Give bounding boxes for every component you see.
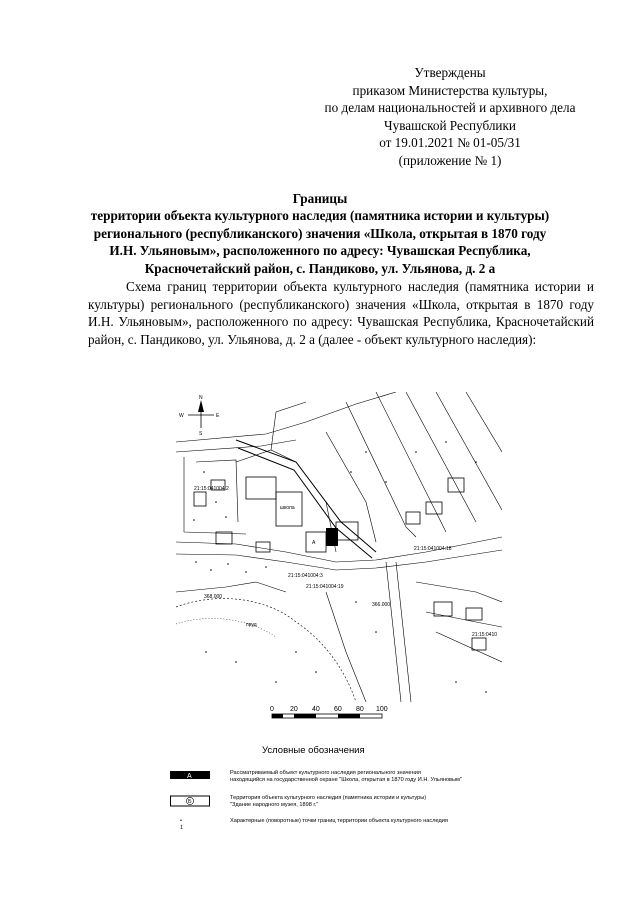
compass-w: W	[179, 413, 184, 419]
school-label: школа	[280, 505, 295, 511]
document-heading	[60, 190, 580, 277]
heading-line: И.Н. Ульяновым», расположенного по адресу: Чувашская Республика,	[109, 243, 531, 259]
legend-text-line: Характерные (поворотные) точки границ территории объекта культурного наследия	[230, 818, 448, 824]
heading-line: Красночетайский район, с. Пандиково, ул. Ульянова, д. 2 а	[144, 260, 496, 276]
legend-symbol-filled	[170, 770, 210, 780]
scale-bar	[268, 702, 398, 732]
legend-symbol-point: • 1	[180, 818, 184, 831]
cadastral-label: 21:15:041004:18	[414, 546, 452, 552]
cadastral-label: 21:15:041004:3	[288, 573, 323, 579]
compass-s: S	[199, 431, 203, 437]
scale-tick: 100	[376, 706, 388, 713]
cadastral-label: 21:15:041004:19	[306, 584, 344, 590]
elevation-label: 368.000	[204, 594, 223, 600]
point-a-label: A	[312, 540, 316, 546]
legend-symbol-label: A	[187, 773, 192, 780]
intro-paragraph: Схема границ территории объекта культурного наследия (памятника истории и культуры) регионального (республиканского) значения «Школа, открытая в 1870 году И.Н. Ульяновым», расположенного по адресу: Чувашская Республика, Красночетайский район, с. Пандиково, ул. Ульянова, д. 2 а (далее - объект культурного наследия):	[88, 279, 594, 347]
legend-symbol-outlined	[170, 795, 210, 807]
legend-title: Условные обозначения	[262, 745, 365, 756]
scale-tick: 20	[290, 706, 298, 713]
approval-block	[300, 64, 600, 170]
scale-tick: 40	[312, 706, 320, 713]
elevation-label: 366.000	[372, 602, 391, 608]
heading-line: Границы	[292, 191, 348, 206]
scale-tick: 80	[356, 706, 364, 713]
scale-tick: 60	[334, 706, 342, 713]
cadastral-map	[176, 392, 502, 702]
approval-line: от 19.01.2021 № 01-05/31	[379, 135, 521, 151]
pond-label: пруд	[246, 622, 257, 628]
heading-line: регионального (республиканского) значения «Школа, открытая в 1870 году	[93, 225, 547, 241]
compass-e: E	[216, 413, 220, 419]
approval-line: Утверждены	[414, 65, 486, 80]
approval-line: Чувашской Республики	[384, 117, 516, 133]
legend-text-line: Рассматриваемый объект культурного наследия регионального значения	[230, 770, 421, 776]
compass-n: N	[199, 395, 203, 401]
legend-text-line: находящийся на государственной охране "Школа, открытая в 1870 году И.Н. Ульяновым"	[230, 777, 462, 783]
approval-line: по делам национальностей и архивного дела	[324, 100, 576, 116]
approval-line: (приложение № 1)	[398, 152, 502, 168]
map-drawing	[176, 392, 502, 702]
heading-line: территории объекта культурного наследия (памятника истории и культуры)	[90, 208, 550, 224]
cadastral-label: 21:15:041004:2	[194, 486, 229, 492]
legend-symbol-label: Б	[188, 799, 192, 805]
scale-tick: 0	[270, 706, 274, 713]
legend-text-line: Территория объекта культурного наследия (памятника истории и культуры)	[230, 795, 427, 801]
approval-line: приказом Министерства культуры,	[352, 82, 548, 98]
legend-text-line: "Здание народного музея, 1898 г."	[230, 802, 319, 808]
cadastral-label: 21:15:0410	[472, 632, 498, 638]
